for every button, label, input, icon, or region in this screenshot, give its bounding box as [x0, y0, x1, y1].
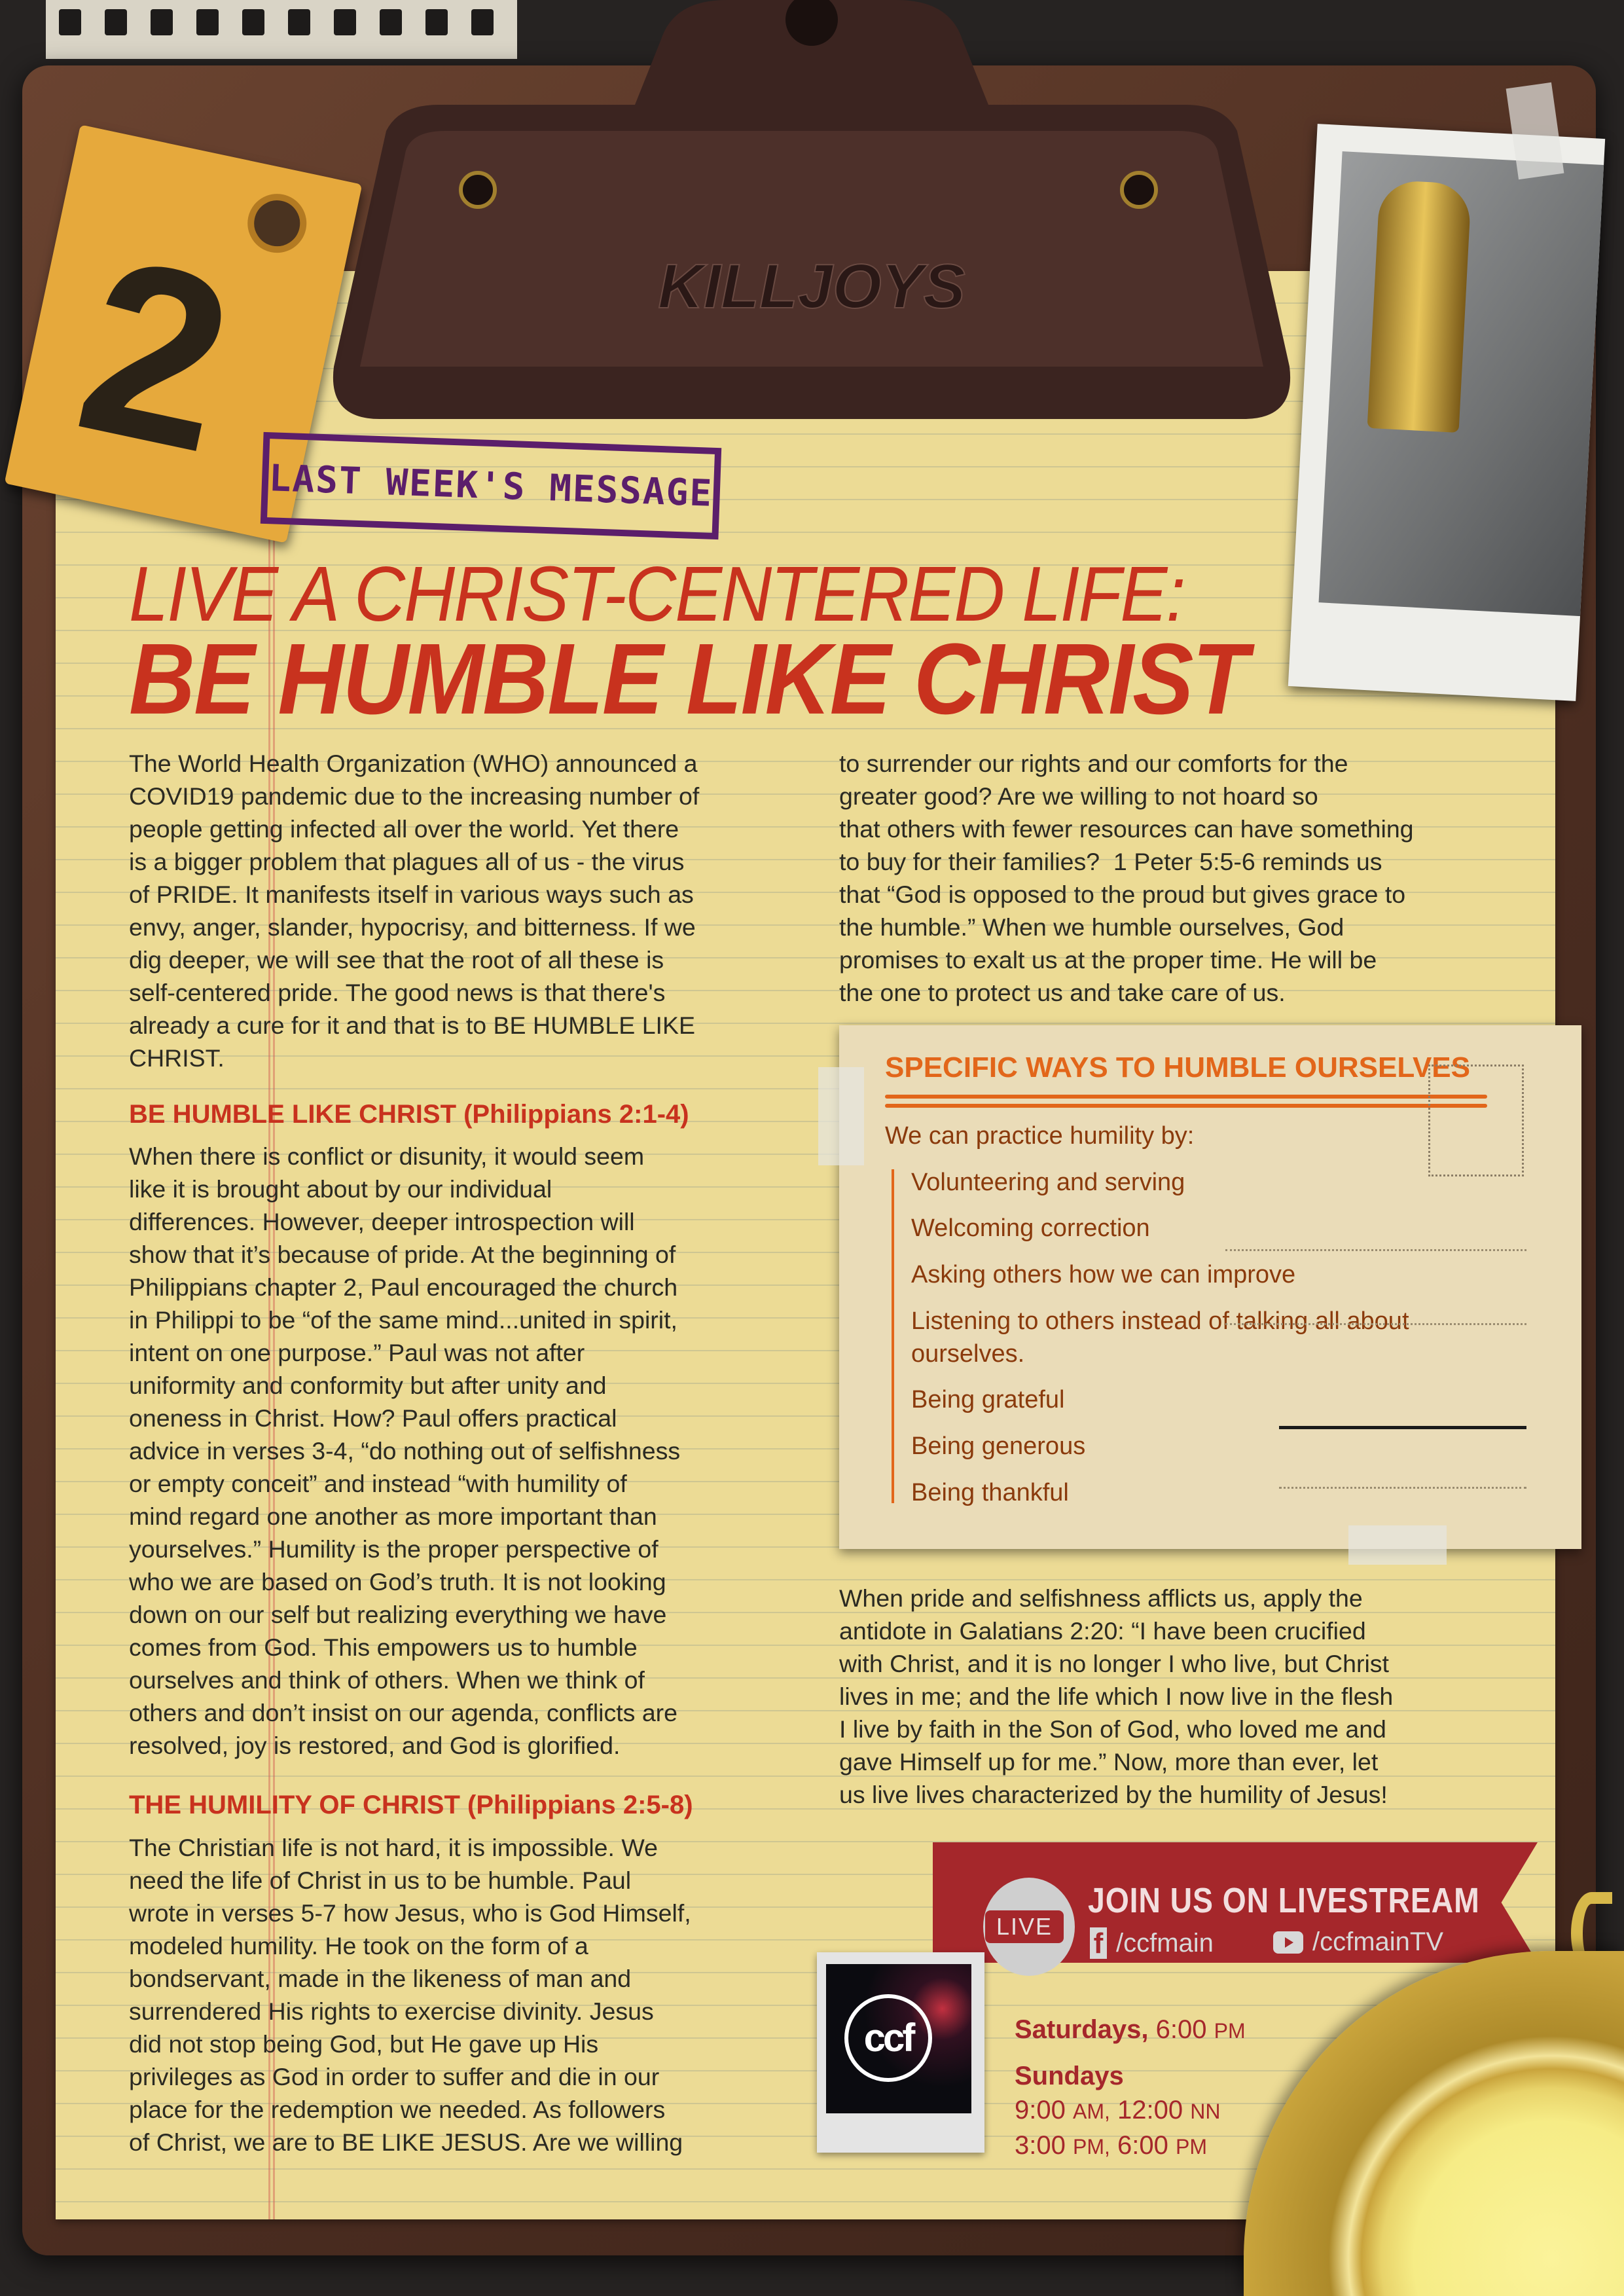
list-item: Being generous	[911, 1432, 1086, 1460]
title-line-2: BE HUMBLE LIKE CHRIST	[129, 622, 1247, 735]
list-item: Being grateful	[911, 1386, 1065, 1413]
address-line	[1279, 1487, 1526, 1489]
postcard-intro: We can practice humility by:	[885, 1122, 1195, 1150]
live-badge: LIVE	[985, 1910, 1064, 1943]
livestream-title: JOIN US ON LIVESTREAM	[1088, 1881, 1480, 1920]
stamp-box	[1428, 1065, 1524, 1176]
list-bar	[892, 1169, 894, 1503]
list-item: Asking others how we can improve	[911, 1261, 1296, 1288]
polaroid-photo-trophy	[1288, 124, 1605, 701]
address-line	[1225, 1323, 1526, 1325]
heading-underline	[885, 1095, 1487, 1099]
list-item: Volunteering and serving	[911, 1169, 1185, 1196]
ccf-polaroid	[817, 1952, 984, 2153]
time-suffix: PM,	[1072, 2135, 1110, 2159]
heading-underline	[885, 1104, 1487, 1108]
list-item: Listening to others instead of talking all about ourselves.	[911, 1307, 1409, 1368]
time-suffix: PM	[1214, 2019, 1246, 2043]
sunday-schedule	[1015, 2059, 1220, 2164]
time: 12:00	[1117, 2096, 1183, 2124]
title-line-1: LIVE A CHRIST-CENTERED LIFE:	[129, 550, 1185, 638]
section-heading-2: THE HUMILITY OF CHRIST (Philippians 2:5-8)	[129, 1791, 693, 1819]
section-heading-1: BE HUMBLE LIKE CHRIST (Philippians 2:1-4)	[129, 1100, 689, 1129]
postcard-box	[839, 1025, 1581, 1549]
youtube-icon	[1273, 1931, 1303, 1954]
list-item: Welcoming correction	[911, 1214, 1150, 1242]
sunday-label: Sundays	[1015, 2062, 1124, 2090]
right-paragraph-2: When pride and selfishness afflicts us, apply the antidote in Galatians 2:20: “I have been crucified with Christ, and it is no longer I who live, but Christ lives in me; and the life which I now live in the flesh I live by faith in the Son of God, who loved me and gave Himself up for me.” Now, more than ever, let us live lives characterized by the humility of Jesus!	[839, 1584, 1394, 1808]
facebook-icon: f	[1090, 1927, 1107, 1959]
ccf-logo: ccf	[844, 1994, 932, 2082]
tape	[818, 1067, 864, 1165]
facebook-link[interactable]	[1090, 1927, 1214, 1959]
clipboard-clip	[308, 0, 1318, 426]
clip-brand: KILLJOYS	[658, 251, 965, 321]
time-suffix: NN	[1190, 2100, 1221, 2123]
youtube-handle: /ccfmainTV	[1312, 1927, 1444, 1956]
right-paragraph-1: to surrender our rights and our comforts for the greater good? Are we willing to not hoard so that others with fewer resources can have something to buy for their families? 1 Peter 5:5-6 reminds us that “God is opposed to the proud but gives grace to the humble.” When we humble ourselves, God promises to exalt us at the proper time. He will be the one to protect us and take care of us.	[839, 750, 1414, 1006]
time: 6:00	[1117, 2131, 1168, 2160]
tape	[1348, 1525, 1447, 1565]
trophy-image	[1367, 179, 1472, 433]
tag-number: 2	[59, 204, 253, 505]
intro-paragraph: The World Health Organization (WHO) announced a COVID19 pandemic due to the increasing number of people getting infected all over the world. Yet there is a bigger problem that plagues all of us - the virus of PRIDE. It manifests itself in various ways such as envy, anger, slander, hypocrisy, and bitterness. If we dig deeper, we will see that the root of all these is self-centered pride. The good news is that there's already a cure for it and that is to BE HUMBLE LIKE CHRIST.	[129, 750, 700, 1072]
address-line	[1225, 1249, 1526, 1251]
time-suffix: PM	[1175, 2135, 1207, 2159]
list-item: Being thankful	[911, 1479, 1069, 1506]
saturday-label: Saturdays,	[1015, 2015, 1149, 2044]
time-suffix: AM,	[1072, 2100, 1110, 2123]
postcard-heading: SPECIFIC WAYS TO HUMBLE OURSELVES	[885, 1051, 1470, 1084]
section-2-paragraph: The Christian life is not hard, it is impossible. We need the life of Christ in us to be humble. Paul wrote in verses 5-7 how Jesus, who is God Himself, modeled humility. He took on the form of a bondservant, made in the likeness of man and surrendered His rights to exercise divinity. Jesus did not stop being God, but He gave up His privileges as God in order to suffer and die in our place for the redemption we needed. As followers of Christ, we are to BE LIKE JESUS. Are we willing	[129, 1834, 691, 2156]
saturday-schedule	[1015, 2013, 1246, 2048]
section-1-paragraph: When there is conflict or disunity, it would seem like it is brought about by our individual differences. However, deeper introspection will show that it’s because of pride. At the beginning of Philippians chapter 2, Paul encouraged the church in Philippi to be “of the same mind...united in spirit, intent on one purpose.” Paul was not after uniformity and conformity but after unity and oneness in Christ. How? Paul offers practical advice in verses 3-4, “do nothing out of selfishness or empty conceit” and instead “with humility of mind regard one another as more important than yourselves.” Humility is the proper perspective of who we are based on God’s truth. It is not looking down on our self but realizing everything we have comes from God. This empowers us to humble ourselves and think of others. When we think of others and don’t insist on our agenda, conflicts are resolved, joy is restored, and God is glorified.	[129, 1142, 681, 1759]
address-line	[1279, 1426, 1526, 1429]
time: 9:00	[1015, 2096, 1066, 2124]
time: 3:00	[1015, 2131, 1066, 2160]
last-week-stamp: LAST WEEK'S MESSAGE	[261, 432, 721, 539]
facebook-handle: /ccfmain	[1116, 1928, 1214, 1958]
youtube-link[interactable]	[1273, 1927, 1443, 1957]
time: 6:00	[1155, 2015, 1207, 2044]
